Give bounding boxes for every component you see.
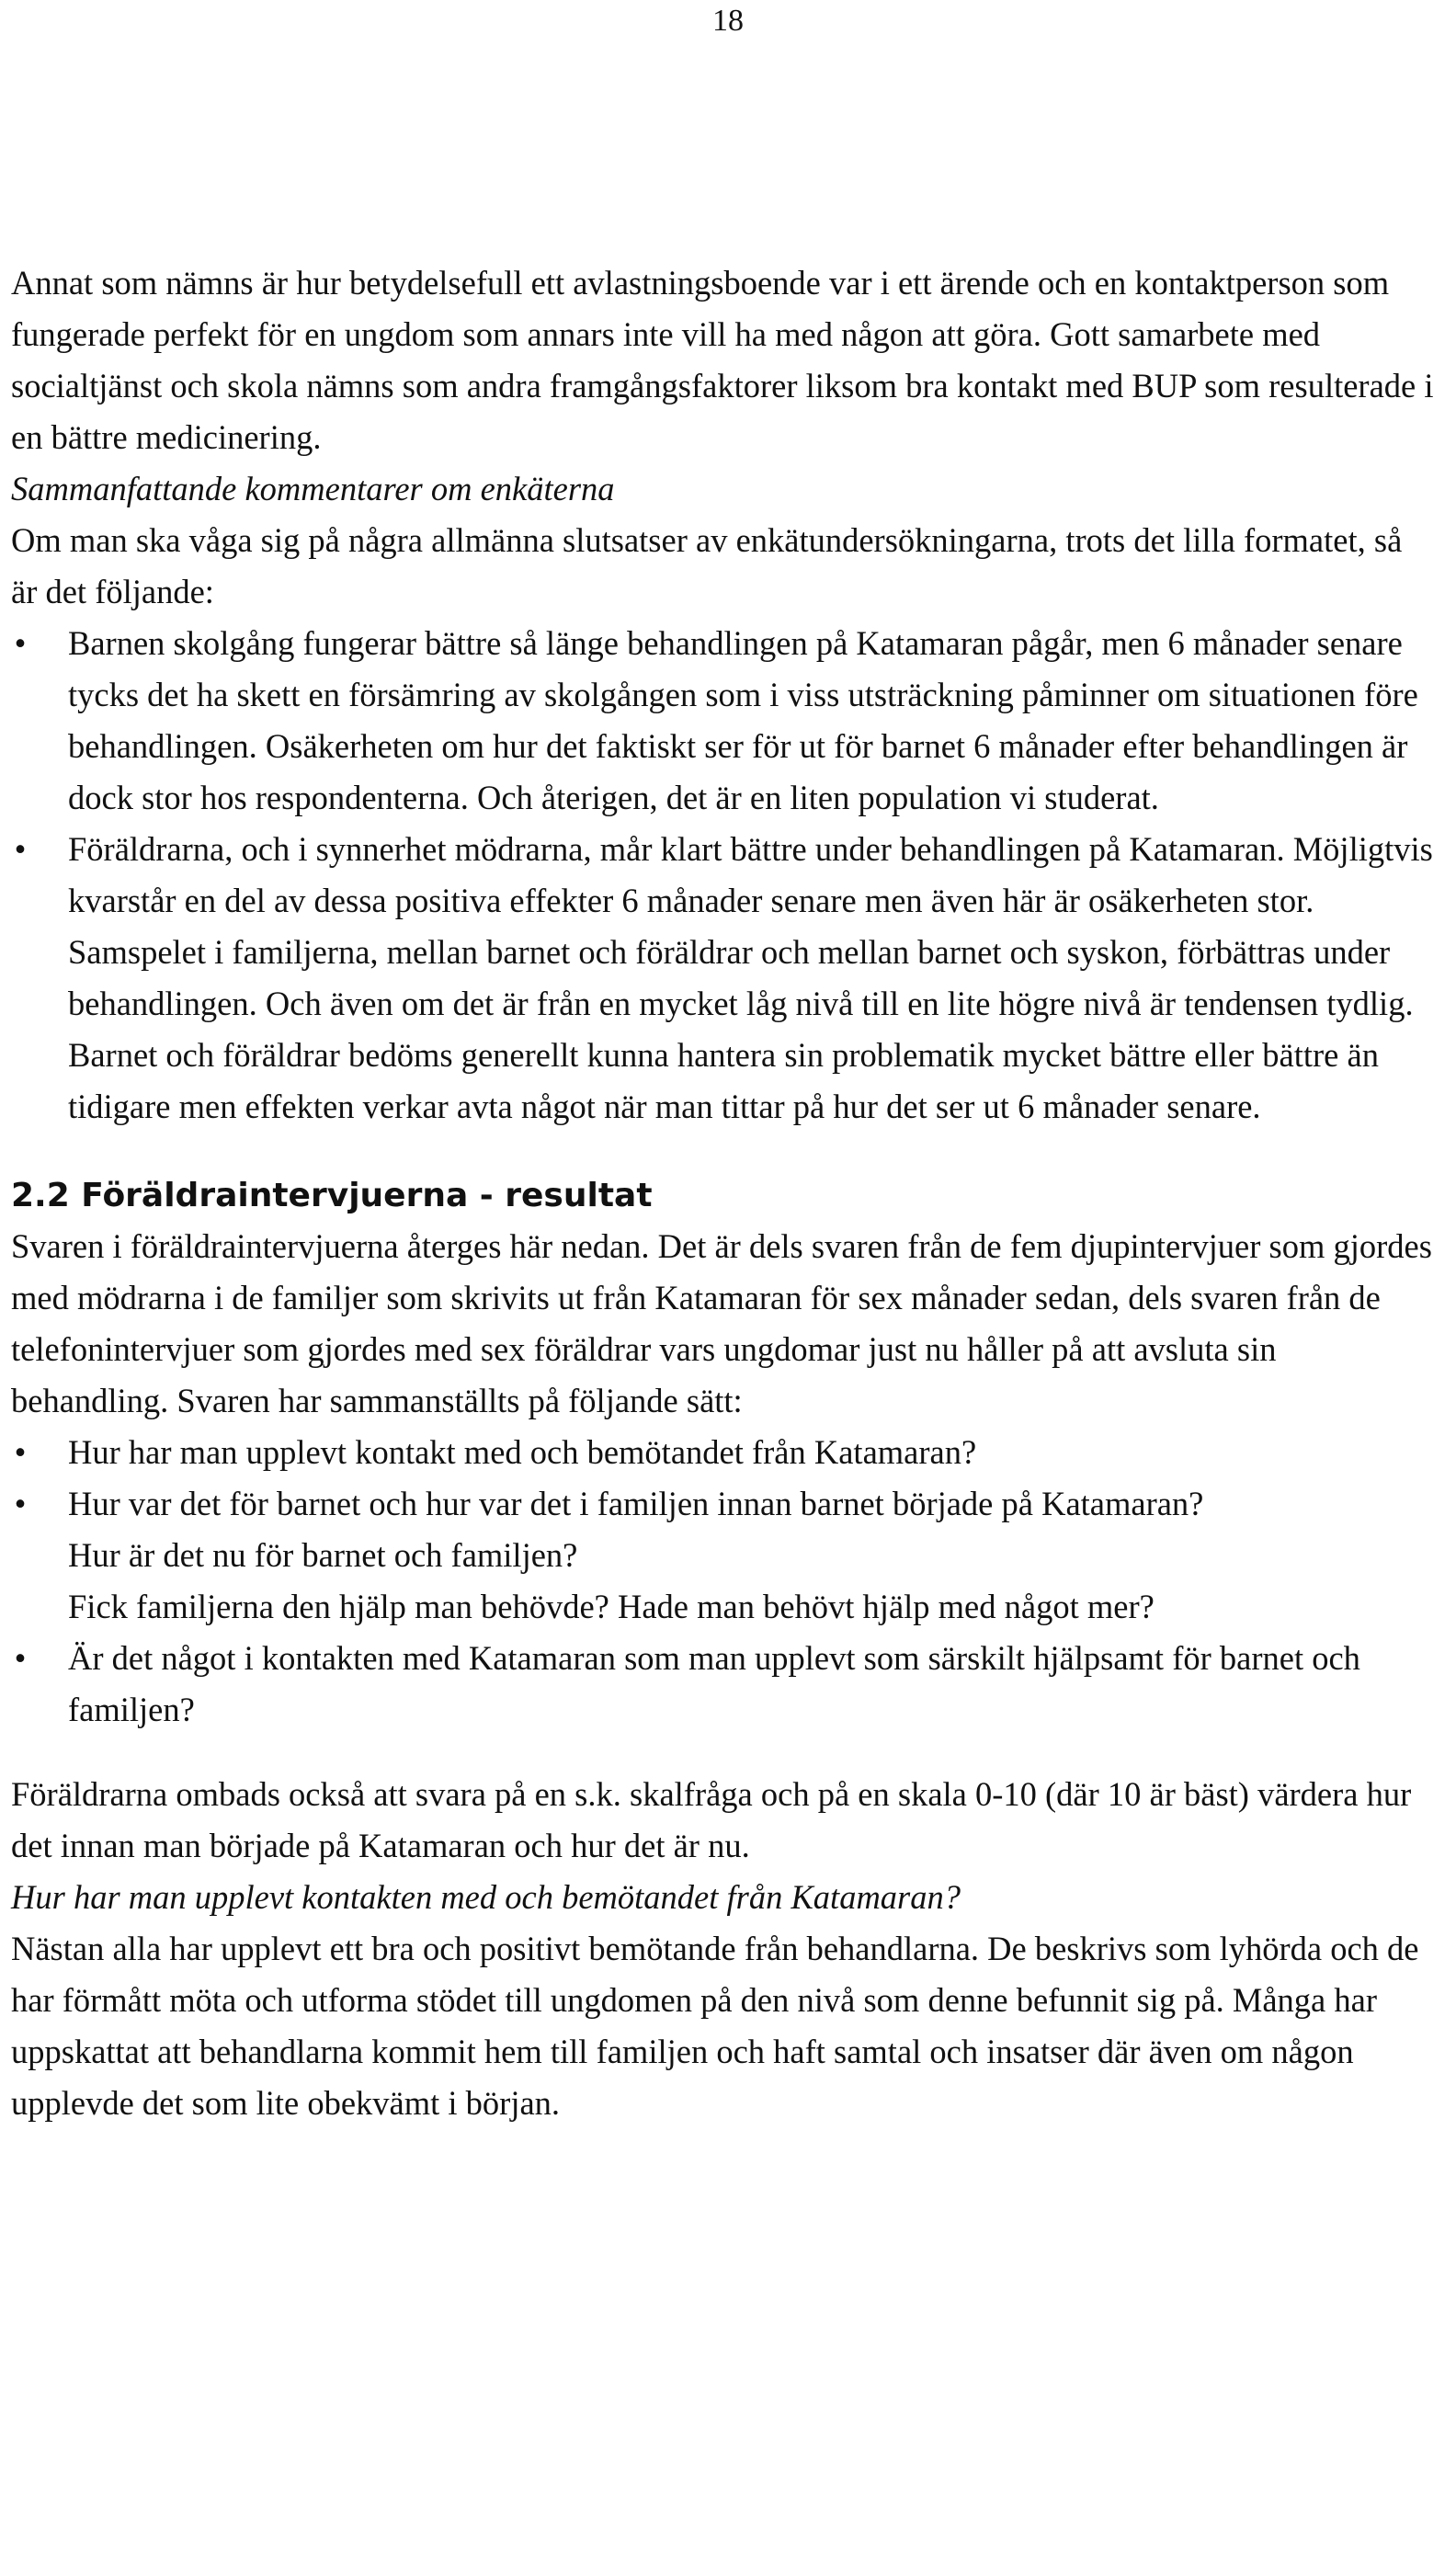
- list-item-text: Barnen skolgång fungerar bättre så länge behandlingen på Katamaran pågår, men 6 månader senare tycks det ha skett en försämring av skolgången som i viss utsträckning påminner om situationen före behandlingen. Osäkerheten om hur det faktiskt ser för ut för barnet 6 månader efter behandlingen är dock stor hos respondenterna. Och återigen, det är en liten population vi studerat.: [68, 624, 1418, 816]
- summary-paragraph: Barnet och föräldrar bedöms generellt kunna hantera sin problematik mycket bättre eller bättre än tidigare men effekten verkar avta något när man tittar på hur det ser ut 6 månader senare.: [68, 1036, 1379, 1125]
- summary-paragraph: Samspelet i familjerna, mellan barnet och föräldrar och mellan barnet och syskon, förbättras under behandlingen. Och även om det är från en mycket låg nivå till en lite högre nivå är tendensen tydlig.: [68, 933, 1414, 1022]
- list-item-text: Är det något i kontakten med Katamaran som man upplevt som särskilt hjälpsamt för barnet och familjen?: [68, 1639, 1360, 1728]
- list-item: [11, 1633, 1436, 1736]
- list-item-text: Hur har man upplevt kontakt med och bemötandet från Katamaran?: [68, 1433, 977, 1471]
- bullet-icon: •: [14, 1485, 27, 1522]
- final-paragraph: Nästan alla har upplevt ett bra och positivt bemötande från behandlarna. De beskrivs som lyhörda och de har förmått möta och utforma stödet till ungdomen på den nivå som denne befunnit sig på. Många har uppskattat att behandlarna kommit hem till familjen och haft samtal och insatser där även om någon upplevde det som lite obekvämt i början.: [11, 1930, 1419, 2122]
- bullet-icon: •: [14, 1639, 27, 1677]
- page-number: 18: [712, 4, 744, 38]
- section-lead: Svaren i föräldraintervjuerna återges här nedan. Det är dels svaren från de fem djupintervjuer som gjordes med mödrarna i de familjer som skrivits ut från Katamaran för sex månader sedan, dels svaren från de telefonintervjuer som gjordes med sex föräldrar vars ungdomar just nu håller på att avsluta sin behandling. Svaren har sammanställts på följande sätt:: [11, 1227, 1432, 1419]
- question-list: [11, 1427, 1436, 1530]
- summary-lead: Om man ska våga sig på några allmänna slutsatser av enkätundersökningarna, trots det lilla formatet, så är det följande:: [11, 521, 1403, 610]
- intro-paragraph: Annat som nämns är hur betydelsefull ett avlastningsboende var i ett ärende och en kontaktperson som fungerade perfekt för en ungdom som annars inte vill ha med någon att göra. Gott samarbete med socialtjänst och skola nämns som andra framgångsfaktorer liksom bra kontakt med BUP som resulterade i en bättre medicinering.: [11, 264, 1434, 456]
- list-item-text: Föräldrarna, och i synnerhet mödrarna, mår klart bättre under behandlingen på Katamaran. Möjligtvis kvarstår en del av dessa positiva effekter 6 månader senare men även här är osäkerheten stor.: [68, 830, 1433, 919]
- bullet-icon: •: [14, 624, 27, 662]
- section-heading: 2.2 Föräldraintervjuerna - resultat: [11, 1177, 653, 1214]
- bullet-icon: •: [14, 1433, 27, 1471]
- document-body: [11, 257, 1436, 2129]
- summary-heading: Sammanfattande kommentarer om enkäterna: [11, 470, 615, 507]
- summary-bullet-list: [11, 618, 1436, 927]
- scale-paragraph: Föräldrarna ombads också att svara på en s.k. skalfråga och på en skala 0-10 (där 10 är bäst) värdera hur det innan man började på Katamaran och hur det är nu.: [11, 1775, 1412, 1864]
- list-item: [11, 618, 1436, 824]
- list-item: [11, 824, 1436, 927]
- question-list: [11, 1633, 1436, 1736]
- list-item: [11, 1478, 1436, 1530]
- list-item: [11, 1427, 1436, 1478]
- list-item-text: Hur var det för barnet och hur var det i familjen innan barnet började på Katamaran?: [68, 1485, 1204, 1522]
- question-continuation: Fick familjerna den hjälp man behövde? Hade man behövt hjälp med något mer?: [68, 1588, 1155, 1625]
- question-continuation: Hur är det nu för barnet och familjen?: [68, 1536, 578, 1574]
- bullet-icon: •: [14, 830, 27, 868]
- subheading-contact: Hur har man upplevt kontakten med och bemötandet från Katamaran?: [11, 1878, 961, 1916]
